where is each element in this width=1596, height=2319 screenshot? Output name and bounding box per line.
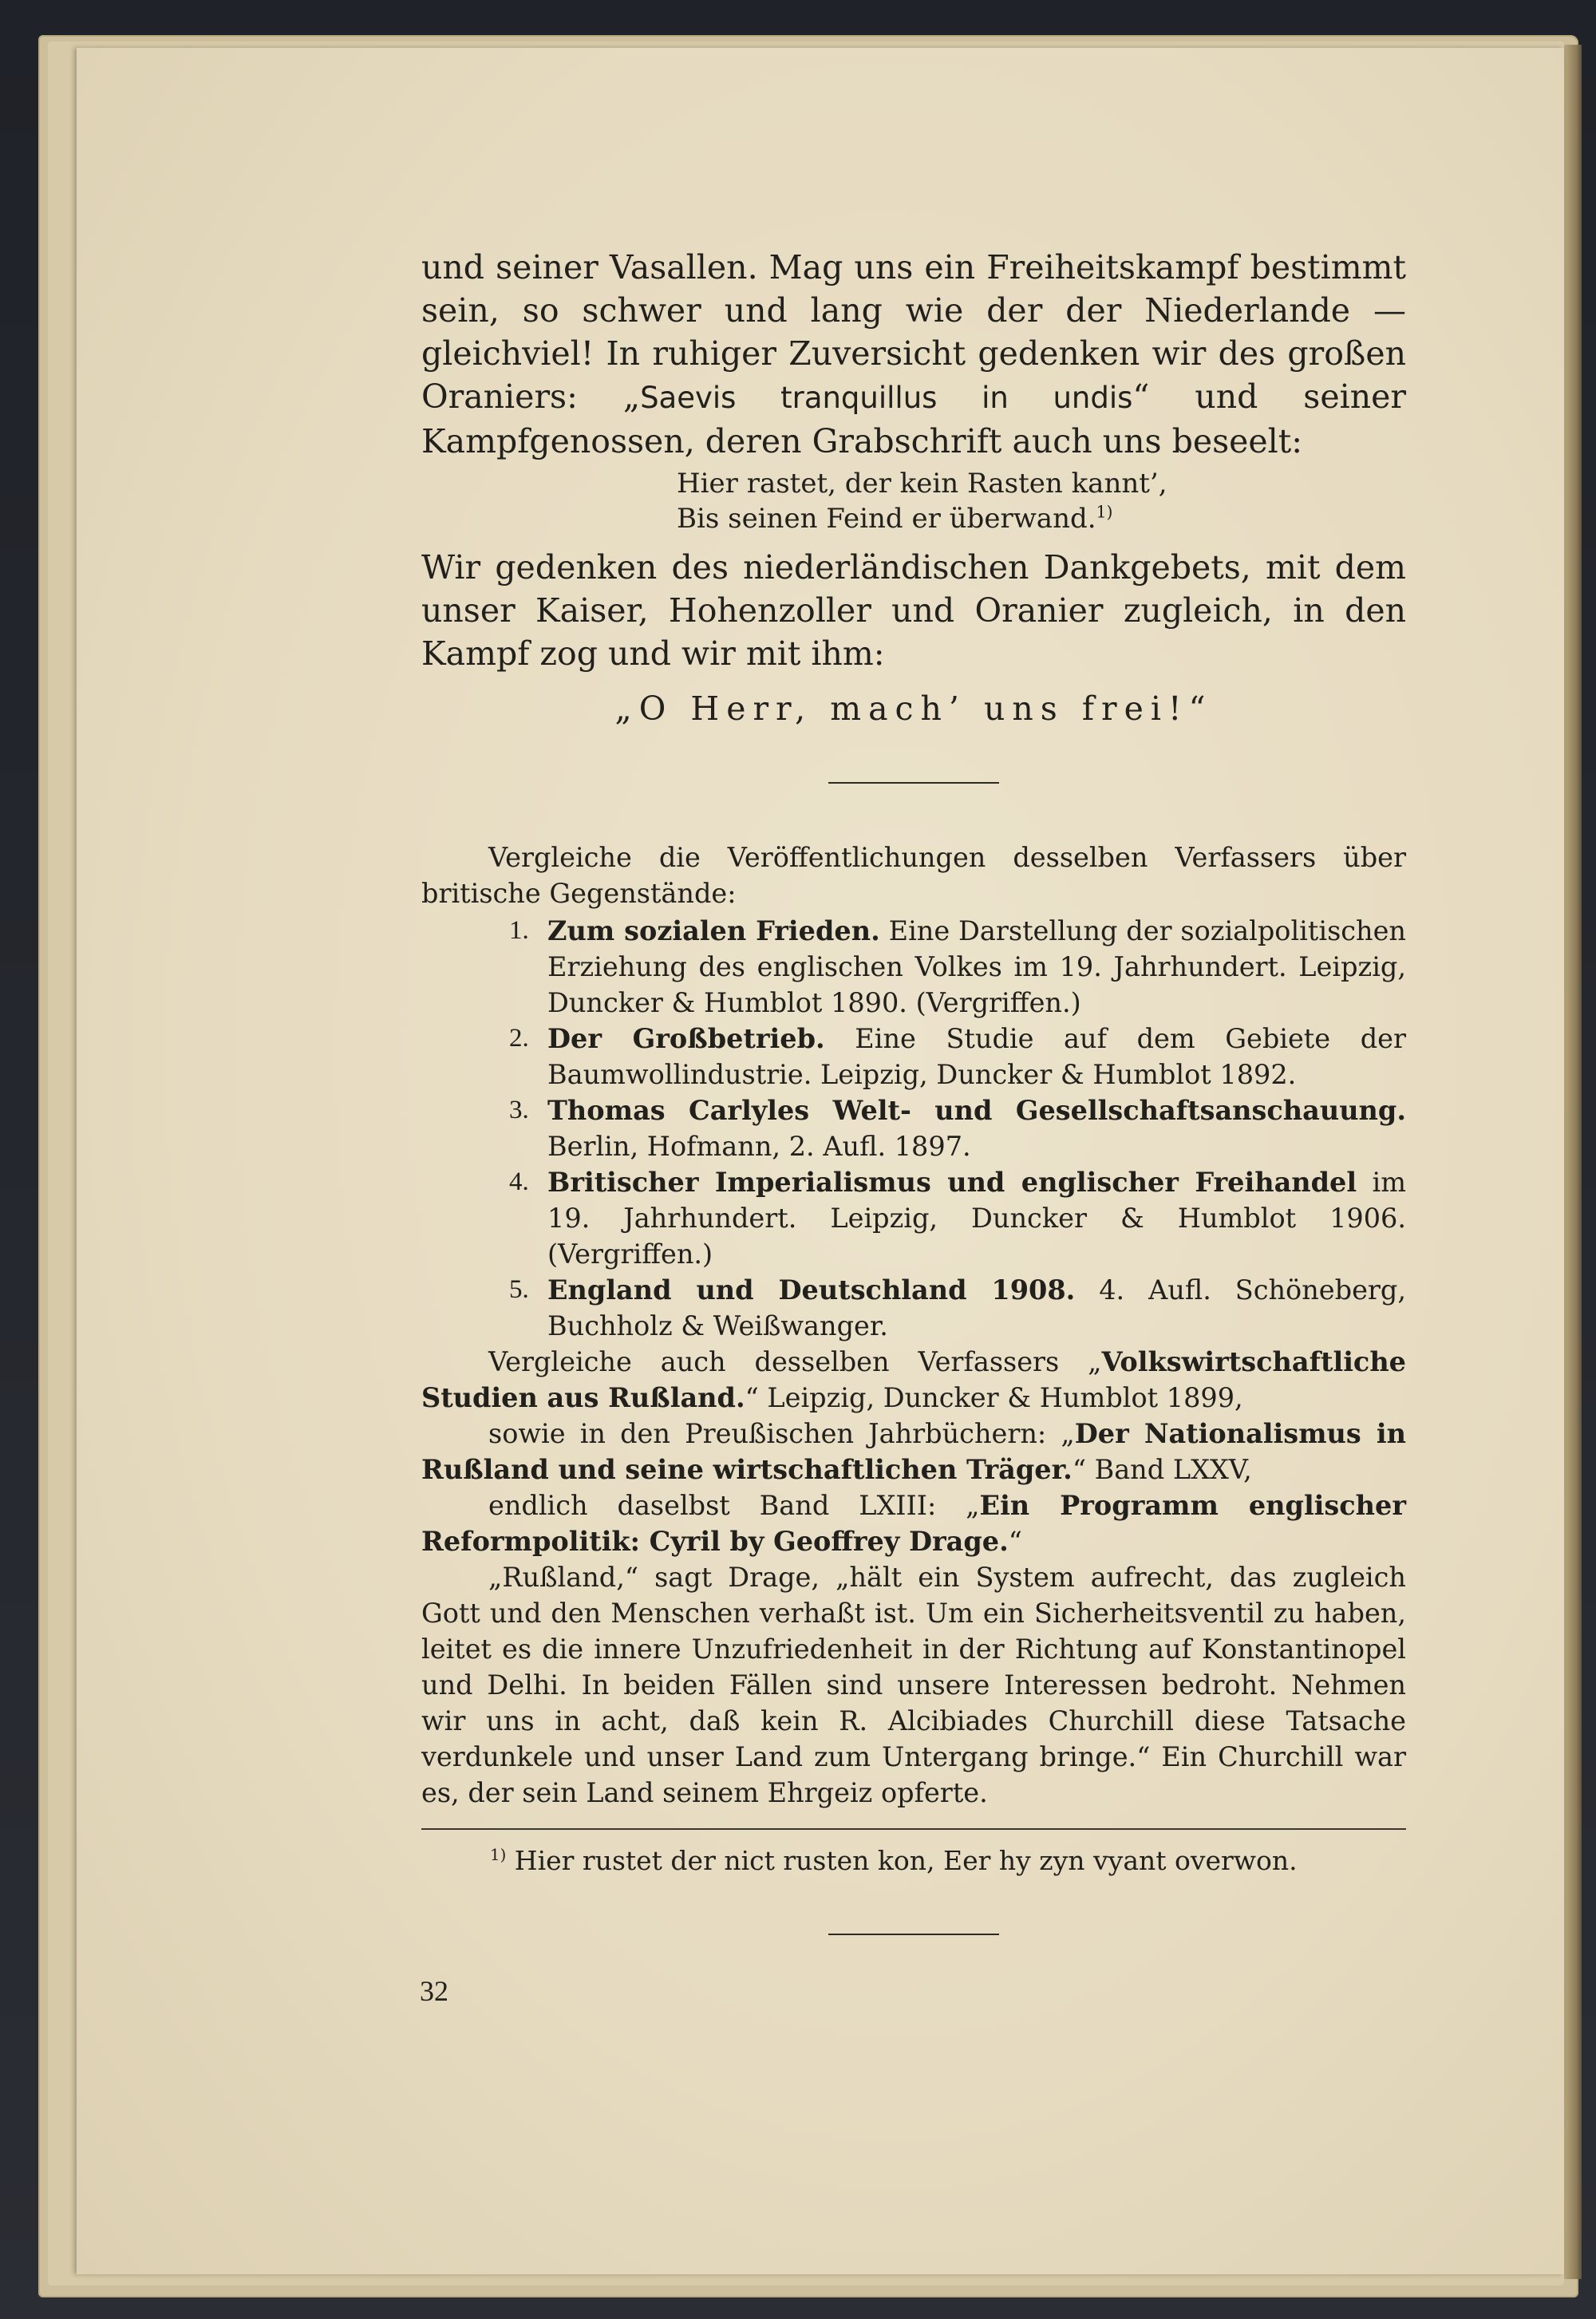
publication-details: Eine Studie auf dem Gebiete der Baumwollindustrie. Leipzig, Duncker & Humblot 1892.: [547, 1023, 1406, 1090]
book-cover-edge: [1564, 45, 1582, 2279]
publication-number: 4.: [509, 1167, 529, 1196]
publication-item: [421, 1164, 1406, 1272]
page-text: [421, 246, 1406, 1935]
publications-list: [421, 913, 1406, 1344]
jahrbuecher-title: Der Nationalismus in Rußland und seine wirtschaftlichen Träger.: [421, 1418, 1406, 1485]
paragraph-vasallen-start: und seiner Vasallen. Mag uns ein Freiheitskampf bestimmt sein, so schwer und lang wie der der Niederlande — gleichviel! In ruhiger Zuversicht gedenken wir des großen Oraniers: „: [421, 248, 1406, 416]
publication-details: 4. Aufl. Schöneberg, Buchholz & Weißwanger.: [547, 1274, 1407, 1341]
publication-number: 5.: [509, 1275, 529, 1304]
publication-title: Britischer Imperialismus und englischer Freihandel: [547, 1167, 1357, 1198]
publication-title: Thomas Carlyles Welt- und Gesellschaftsanschauung.: [547, 1095, 1406, 1126]
drage-quote-paragraph: „Rußland,“ sagt Drage, „hält ein System aufrecht, das zugleich Gott und den Menschen verhaßt ist. Um ein Sicherheitsventil zu haben, leitet es die innere Unzufriedenheit in der Richtung auf Konstantinopel und Delhi. In beiden Fällen sind unsere Interessen bedroht. Nehmen wir uns in acht, daß kein R. Alcibiades Churchill diese Tatsache verdunkele und unser Land zum Untergang bringe.“ Ein Churchill war es, der sein Land seinem Ehrgeiz opferte.: [421, 1562, 1406, 1808]
jahrbuecher-lead: sowie in den Preußischen Jahrbüchern: „: [488, 1418, 1075, 1449]
publication-title: Zum sozialen Frieden.: [547, 915, 880, 946]
footnote: [490, 1843, 1406, 1879]
jahrbuecher-paragraph: [421, 1416, 1406, 1487]
publication-details: Berlin, Hofmann, 2. Aufl. 1897.: [547, 1131, 971, 1162]
also-compare-title: Volkswirtschaftliche Studien aus Rußland.: [421, 1346, 1406, 1413]
paragraph-vasallen-end: “ und seiner Kampfgenossen, deren Grabschrift auch uns beseelt:: [421, 377, 1406, 460]
reformpolitik-lead: endlich daselbst Band LXIII: „: [488, 1490, 980, 1521]
paragraph-vasallen: [421, 246, 1406, 463]
publication-details: im 19. Jahrhundert. Leipzig, Duncker & Humblot 1906. (Vergriffen.): [547, 1167, 1406, 1270]
reformpolitik-paragraph: [421, 1487, 1406, 1559]
verse-line-1: Hier rastet, der kein Rasten kannt’,: [677, 468, 1167, 500]
jahrbuecher-volume: “ Band LXXV,: [1072, 1454, 1252, 1485]
paragraph-dankgebet: Wir gedenken des niederländischen Dankgebets, mit dem unser Kaiser, Hohenzoller und Oranier zugleich, in den Kampf zog und wir mit ihm:: [421, 548, 1406, 673]
reformpolitik-title: Ein Programm englischer Reformpolitik: Cyril by Geoffrey Drage.: [421, 1490, 1406, 1557]
publications-intro: Vergleiche die Veröffentlichungen desselben Verfassers über britische Gegenstände:: [421, 842, 1406, 909]
end-divider: [828, 1934, 999, 1935]
also-compare-lead: Vergleiche auch desselben Verfassers „: [488, 1346, 1102, 1377]
publication-number: 3.: [509, 1096, 529, 1124]
publication-number: 2.: [509, 1024, 529, 1053]
publication-item: [421, 1092, 1406, 1164]
publication-item: [421, 1021, 1406, 1092]
footnote-text: Hier rustet der nict rusten kon, Eer hy zyn vyant overwon.: [506, 1845, 1298, 1876]
reformpolitik-close: “: [1008, 1526, 1022, 1557]
publication-details: Eine Darstellung der sozialpolitischen Erziehung des englischen Volkes im 19. Jahrhundert. Leipzig, Duncker & Humblot 1890. (Vergriffen.): [547, 915, 1406, 1018]
prayer-line: „O Herr, mach’ uns frei!“: [614, 689, 1213, 728]
page-number: 32: [420, 1975, 448, 2007]
also-compare-paragraph: [421, 1344, 1406, 1416]
epitaph-verse: [677, 466, 1406, 536]
publication-item: [421, 1272, 1406, 1344]
also-compare-source: “ Leipzig, Duncker & Humblot 1899,: [745, 1382, 1243, 1413]
publication-title: England und Deutschland 1908.: [547, 1274, 1076, 1306]
footnote-reference: 1): [1096, 502, 1113, 522]
latin-motto: Saevis tranquillus in undis: [640, 381, 1133, 415]
footnote-mark: 1): [490, 1846, 507, 1864]
verse-line-2-text: Bis seinen Feind er überwand.: [677, 503, 1096, 535]
verse-line-2: [677, 501, 1406, 536]
publication-number: 1.: [509, 916, 529, 945]
section-divider: [828, 782, 999, 784]
publication-item: [421, 913, 1406, 1021]
publication-title: Der Großbetrieb.: [547, 1023, 825, 1054]
footnote-rule: [421, 1828, 1406, 1830]
